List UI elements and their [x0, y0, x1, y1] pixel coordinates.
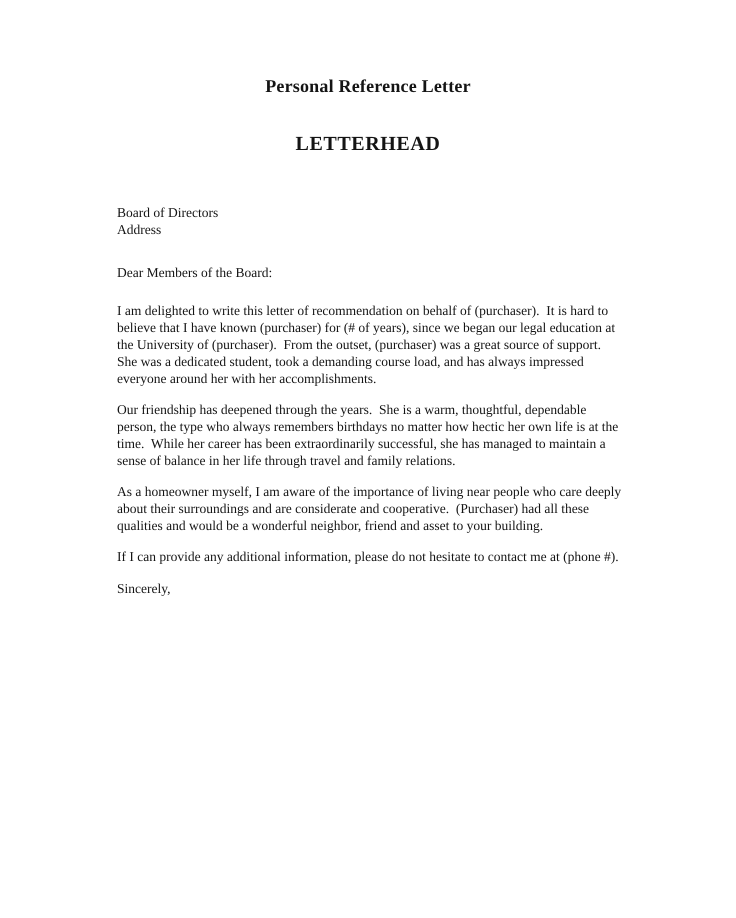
- body-paragraph: I am delighted to write this letter of recommendation on behalf of (purchaser). It is hard to believe that I have known (purchaser) for (# of years), since we began our legal education at the University of (purchaser). From the outset, (purchaser) was a great source of support. She was a dedicated student, took a demanding course load, and has always impressed everyone around her with her accomplishments.: [117, 303, 619, 386]
- letter-body: [117, 204, 623, 597]
- recipient-block: [117, 204, 623, 238]
- body-paragraph: As a homeowner myself, I am aware of the importance of living near people who care deeply about their surroundings and are considerate and cooperative. (Purchaser) had all these qualities and would be a wonderful neighbor, friend and asset to your building.: [117, 484, 625, 533]
- body-paragraph: Our friendship has deepened through the years. She is a warm, thoughtful, dependable person, the type who always remembers birthdays no matter how hectic her own life is at the time. While her career has been extraordinarily successful, she has managed to maintain a sense of balance in her life through travel and family relations.: [117, 402, 622, 468]
- closing: Sincerely,: [117, 581, 171, 596]
- letterhead: LETTERHEAD: [295, 133, 441, 155]
- body-paragraph: If I can provide any additional information, please do not hesitate to contact me at (phone #).: [117, 549, 619, 564]
- recipient-address: Address: [117, 222, 162, 237]
- recipient-name: Board of Directors: [117, 205, 219, 220]
- salutation: Dear Members of the Board:: [117, 265, 273, 280]
- document-title: Personal Reference Letter: [265, 76, 471, 96]
